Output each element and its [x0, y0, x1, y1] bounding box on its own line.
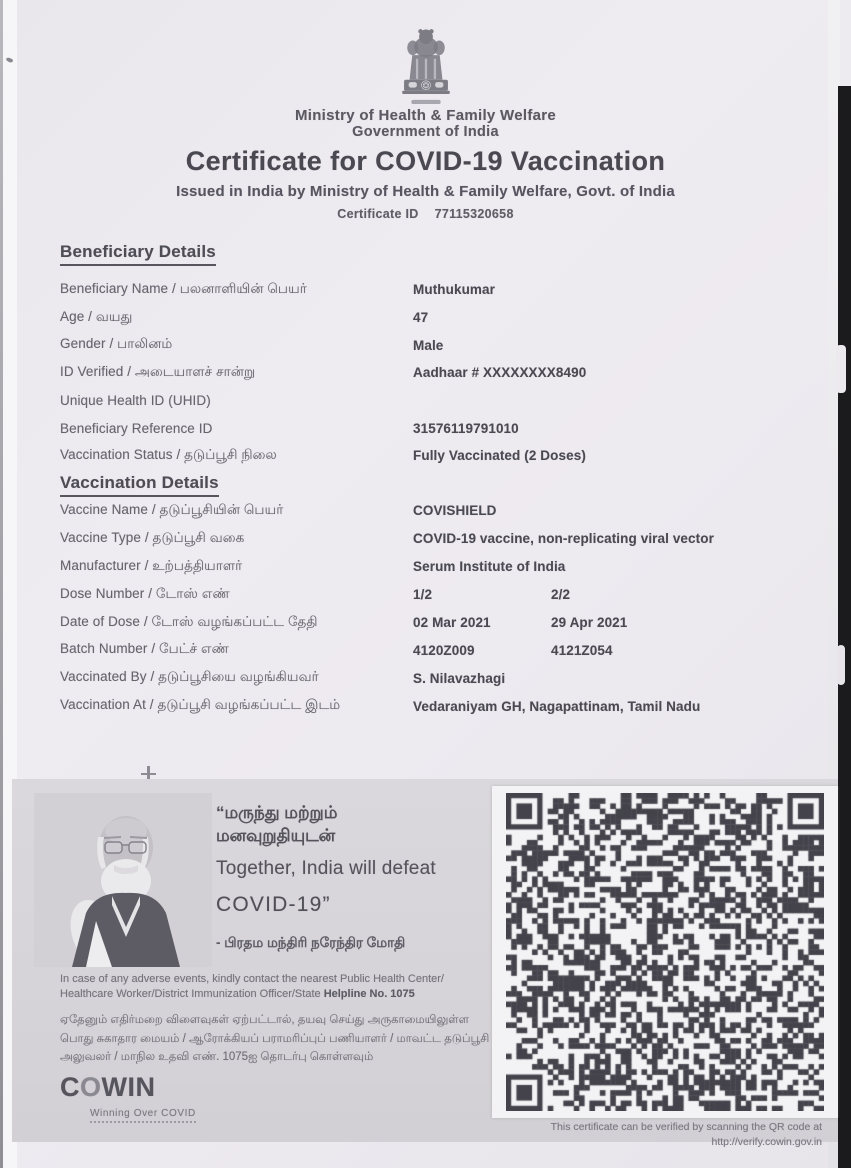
quote-english-line1: Together, India will defeat — [216, 858, 436, 879]
field-value: S. Nilavazhagi — [413, 670, 506, 686]
field-value: COVISHIELD — [413, 503, 497, 519]
helpline-tamil: ஏதேனும் எதிர்மறை விளைவுகள் ஏற்பட்டால், தயவு செய்து அருகாமையிலுள்ள பொது சுகாதார மையம் / ஆரோக்கியப் பராமரிப்புப் பணியாளர் / மாவட்ட தடுப்பூசி அலுவலர் / மாநில உதவி எண். 1075ஐ தொடர்பு கொள்ளவும் — [60, 1014, 490, 1063]
field-label: Beneficiary Reference ID — [60, 420, 213, 436]
field-value: Male — [413, 337, 444, 353]
helpline-en-line2: Healthcare Worker/District Immunization Officer/State — [60, 988, 324, 1000]
field-value: Vedaraniyam GH, Nagapattinam, Tamil Nadu — [413, 698, 701, 714]
helpline-en-line1: In case of any adverse events, kindly contact the nearest Public Health Center/ — [60, 973, 444, 985]
field-value-dose1: 02 Mar 2021 — [413, 615, 491, 630]
row-beneficiary-reference-id — [60, 414, 800, 442]
field-value-dose2: 2/2 — [551, 587, 571, 603]
cowin-logo — [60, 1072, 196, 1123]
field-label: Date of Dose / டோஸ் வழங்கப்பட்ட தேதி — [60, 613, 318, 629]
field-label: Manufacturer / உற்பத்தியாளர் — [60, 557, 243, 573]
field-label: Age / வயது — [60, 308, 133, 324]
vaccination-details-table — [60, 497, 800, 720]
row-id-verified — [60, 359, 800, 387]
field-label: Dose Number / டோஸ் எண் — [60, 585, 230, 601]
row-dose-number — [60, 581, 800, 609]
beneficiary-details-table — [60, 276, 800, 470]
quote-tamil-line2: மனவுறுதியுடன் — [216, 826, 336, 845]
cowin-tagline: Winning Over COVID — [90, 1108, 196, 1123]
verify-line1: This certificate can be verified by scanning the QR code at — [550, 1121, 822, 1133]
scan-edge-notch — [836, 345, 846, 393]
field-label: ID Verified / அடையாளச் சான்று — [60, 363, 256, 379]
field-value-dose1: 4120Z009 — [413, 642, 475, 658]
row-gender — [60, 331, 800, 359]
field-value: Fully Vaccinated (2 Doses) — [413, 448, 586, 464]
certificate-id-value: 77115320658 — [434, 207, 514, 221]
certificate-subtitle: Issued in India by Ministry of Health & Family Welfare, Govt. of India — [176, 183, 675, 200]
vaccination-details-heading: Vaccination Details — [60, 473, 219, 497]
qr-code — [506, 793, 824, 1111]
pm-portrait-photo — [34, 793, 212, 967]
row-age — [60, 304, 800, 332]
row-batch-number — [60, 636, 800, 664]
row-uhid — [60, 387, 800, 415]
cowin-letters-win: WIN — [101, 1072, 156, 1102]
certificate-id — [0, 207, 851, 221]
field-label: Vaccination Status / தடுப்பூசி நிலை — [60, 446, 277, 462]
cowin-letter-o: O — [80, 1072, 102, 1102]
row-date-of-dose — [60, 609, 800, 637]
row-manufacturer — [60, 553, 800, 581]
scan-right-edge — [838, 86, 851, 1168]
field-label: Unique Health ID (UHID) — [60, 393, 211, 409]
row-vaccination-at — [60, 692, 800, 720]
field-label: Vaccination At / தடுப்பூசி வழங்கப்பட்ட இடம் — [60, 697, 341, 713]
field-value: COVID-19 vaccine, non-replicating viral vector — [413, 531, 714, 547]
row-vaccine-type — [60, 525, 800, 553]
government-name: Government of India — [352, 124, 499, 140]
field-value: 47 — [413, 310, 429, 326]
field-label: Gender / பாலினம் — [60, 336, 173, 352]
field-value-dose2: 29 Apr 2021 — [551, 615, 628, 630]
quote-tamil-line1: “மருந்து மற்றும் — [216, 803, 338, 822]
field-value: Serum Institute of India — [413, 559, 566, 575]
cowin-wordmark — [60, 1072, 196, 1103]
field-value-dose2: 4121Z054 — [551, 642, 613, 658]
field-label: Batch Number / பேட்ச் எண் — [60, 641, 229, 657]
helpline-number: Helpline No. 1075 — [323, 988, 415, 1000]
emblem-of-india-icon — [394, 24, 458, 110]
field-label: Vaccine Type / தடுப்பூசி வகை — [60, 529, 245, 545]
helpline-note — [60, 972, 496, 1067]
row-vaccination-status — [60, 442, 800, 470]
field-value: Muthukumar — [413, 282, 495, 298]
field-label: Beneficiary Name / பலனாளியின் பெயர் — [60, 280, 307, 296]
field-value: Aadhaar # XXXXXXXX8490 — [413, 365, 587, 381]
pm-quote — [216, 801, 496, 953]
row-beneficiary-name — [60, 276, 800, 304]
quote-english-line2: COVID-19” — [216, 893, 331, 916]
row-vaccine-name — [60, 497, 800, 525]
verify-url: http://verify.cowin.gov.in — [711, 1136, 822, 1148]
helpline-english — [60, 972, 496, 1002]
beneficiary-details-heading: Beneficiary Details — [60, 242, 216, 266]
quote-attribution: - பிரதம மந்திரி நரேந்திர மோதி — [216, 935, 406, 950]
row-vaccinated-by — [60, 664, 800, 692]
certificate-title: Certificate for COVID-19 Vaccination — [185, 146, 666, 176]
certificate-id-label: Certificate ID — [337, 207, 419, 221]
field-value: 31576119791010 — [413, 420, 519, 436]
ministry-name: Ministry of Health & Family Welfare — [294, 107, 557, 124]
field-label: Vaccinated By / தடுப்பூசியை வழங்கியவர் — [60, 669, 319, 685]
scan-edge-notch — [837, 645, 845, 685]
footer-banner — [12, 779, 838, 1148]
cowin-letter-c: C — [60, 1072, 80, 1102]
field-value-dose1: 1/2 — [413, 587, 433, 603]
qr-code-container — [492, 786, 838, 1118]
field-label: Vaccine Name / தடுப்பூசியின் பெயர் — [60, 501, 284, 517]
verification-note — [551, 1120, 822, 1150]
